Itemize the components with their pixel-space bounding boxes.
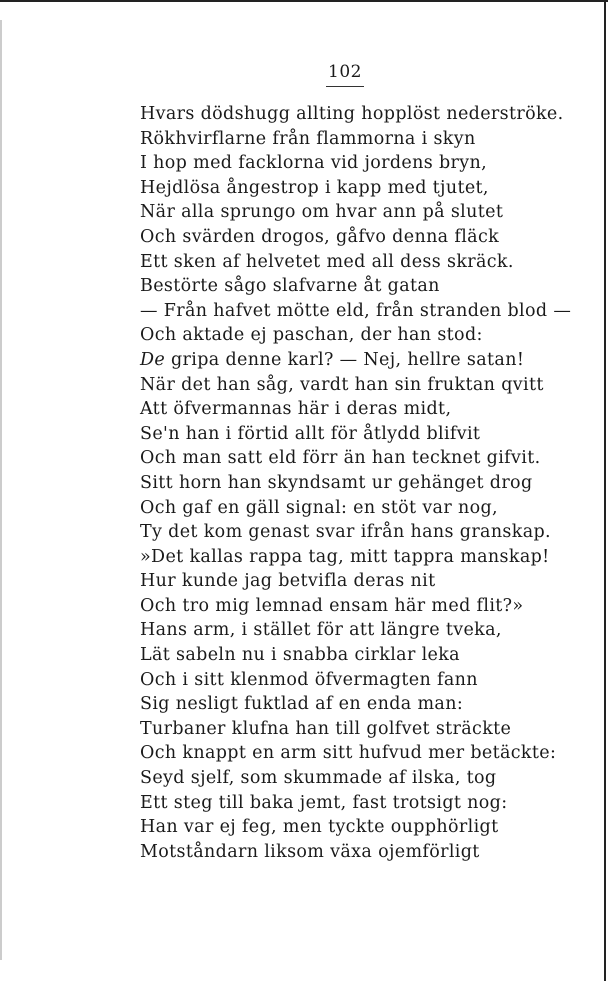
- poem-line: Ett steg till baka jemt, fast trotsigt nog:: [140, 792, 508, 813]
- poem-line: Turbaner klufna han till golfvet sträckte: [140, 718, 512, 739]
- poem-line: Och gaf en gäll signal: en stöt var nog,: [140, 497, 498, 518]
- page-top-border: [0, 0, 608, 2]
- poem-line: Hvars dödshugg allting hopplöst nederströke.: [140, 104, 564, 124]
- poem-line: Och tro mig lemnad ensam här med flit?»: [140, 595, 524, 616]
- page-left-edge: [0, 20, 2, 960]
- poem-line: När det han såg, vardt han sin fruktan qvitt: [140, 374, 544, 395]
- poem-line: Hejdlösa ångestrop i kapp med tjutet,: [140, 177, 489, 198]
- poem-line: Sitt horn han skyndsamt ur gehänget drog: [140, 472, 533, 493]
- poem-line: Och i sitt klenmod öfvermagten fann: [140, 669, 478, 690]
- poem-line: — Från hafvet mötte eld, från stranden blod —: [140, 300, 572, 321]
- poem-line: Ett sken af helvetet med all dess skräck.: [140, 251, 514, 272]
- poem-line: Och aktade ej paschan, der han stod:: [140, 325, 483, 346]
- poem-line: Och svärden drogos, gåfvo denna fläck: [140, 226, 500, 247]
- poem-line: Ty det kom genast svar ifrån hans granskap.: [140, 522, 551, 543]
- poem-line: I hop med facklorna vid jordens bryn,: [140, 153, 488, 174]
- poem-line: Hans arm, i stället för att längre tveka,: [140, 620, 502, 641]
- poem-line: Rökhvirflarne från flammorna i skyn: [140, 128, 476, 149]
- page-number-rule: [326, 86, 364, 87]
- poem-text-block: [140, 102, 580, 864]
- poem-line: Han var ej feg, men tyckte oupphörligt: [140, 817, 499, 838]
- poem-line-remainder: gripa denne karl? — Nej, hellre satan!: [165, 349, 525, 370]
- poem-line: Se'n han i förtid allt för åtlydd blifvit: [140, 423, 481, 444]
- poem-line: Motståndarn liksom växa ojemförligt: [140, 841, 480, 862]
- poem-line: Hur kunde jag betvifla deras nit: [140, 571, 436, 592]
- poem-line: Sig nesligt fuktlad af en enda man:: [140, 694, 464, 715]
- poem-line: Seyd sjelf, som skummade af ilska, tog: [140, 768, 497, 789]
- poem-line-with-italic: [140, 348, 580, 373]
- poem-line: Bestörte sågo slafvarne åt gatan: [140, 276, 440, 297]
- poem-line: Att öfvermannas här i deras midt,: [140, 399, 452, 420]
- page-right-border: [604, 0, 606, 981]
- poem-line: Lät sabeln nu i snabba cirklar leka: [140, 645, 460, 666]
- poem-line: När alla sprungo om hvar ann på slutet: [140, 202, 504, 223]
- italic-word: De: [140, 349, 166, 370]
- poem-line: Och knappt en arm sitt hufvud mer betäckte:: [140, 743, 557, 764]
- page-number: 102: [328, 62, 362, 82]
- poem-line: Och man satt eld förr än han tecknet gifvit.: [140, 448, 541, 469]
- poem-line: »Det kallas rappa tag, mitt tappra manskap!: [140, 546, 550, 567]
